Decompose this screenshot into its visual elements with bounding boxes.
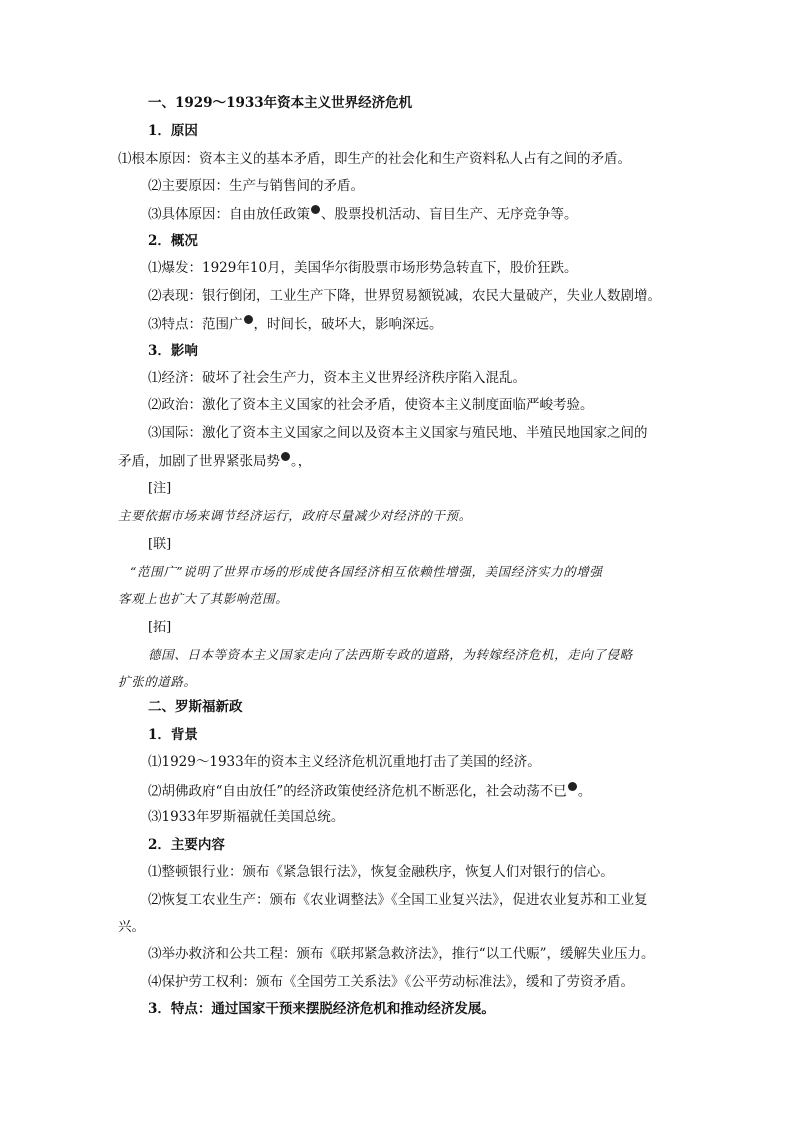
background-item-2-text-a: ⑵胡佛政府“自由放任”的经济政策使经济危机不断恶化，社会动荡不已 (148, 783, 567, 800)
impact-item-1: ⑴经济：破坏了社会生产力，资本主义世界经济秩序陷入混乱。 (148, 370, 526, 386)
overview-item-2: ⑵表现：银行倒闭，工业生产下降，世界贸易额锐减，农民大量破产，失业人数剧增。 (148, 288, 661, 304)
background-item-1: ⑴1929～1933年的资本主义经济危机沉重地打击了美国的经济。 (148, 754, 541, 770)
note-lian-text-1: “范围广”说明了世界市场的形成使各国经济相互依赖性增强，美国经济实力的增强 (130, 564, 603, 579)
overview-item-3-text-b: ，时间长，破坏大，影响深远。 (253, 316, 443, 333)
impact-item-3-cont (118, 451, 311, 471)
note-lian-label: [联] (148, 537, 172, 552)
content-item-2-cont: 兴。 (118, 919, 145, 935)
section1-title: 一、1929～1933年资本主义世界经济危机 (148, 95, 413, 111)
overview-heading: 2．概况 (148, 233, 198, 249)
background-item-2 (148, 781, 591, 801)
feature-line: 3．特点：通过国家干预来摆脱经济危机和推动经济发展。 (148, 1001, 495, 1017)
note-tuo-text-1: 德国、日本等资本主义国家走向了法西斯专政的道路，为转嫁经济危机，走向了侵略 (148, 647, 633, 662)
impact-item-3: ⑶国际：激化了资本主义国家之间以及资本主义国家与殖民地、半殖民地国家之间的 (148, 425, 648, 441)
impact-item-3-cont-a: 矛盾，加剧了世界紧张局势 (118, 453, 280, 470)
background-heading: 1．背景 (148, 727, 198, 743)
cause-item-2: ⑵主要原因：生产与销售间的矛盾。 (148, 178, 364, 194)
background-item-3: ⑶1933年罗斯福就任美国总统。 (148, 809, 345, 825)
footnote-marker-icon (244, 315, 253, 324)
cause-item-3-text-b: 、股票投机活动、盲目生产、无序竞争等。 (321, 206, 578, 223)
footnote-marker-icon (311, 205, 320, 214)
overview-item-3-text-a: ⑶特点：范围广 (148, 316, 243, 333)
content-item-1: ⑴整顿银行业：颁布《紧急银行法》，恢复金融秩序，恢复人们对银行的信心。 (148, 864, 614, 880)
section2-title: 二、罗斯福新政 (148, 699, 243, 715)
note-lian-text-2: 客观上也扩大了其影响范围。 (118, 591, 289, 606)
note-zhu-text: 主要依据市场来调节经济运行，政府尽量减少对经济的干预。 (118, 508, 472, 523)
cause-heading: 1．原因 (148, 123, 198, 139)
note-tuo-label: [拓] (148, 620, 172, 635)
content-item-4: ⑷保护劳工权利：颁布《全国劳工关系法》《公平劳动标准法》，缓和了劳资矛盾。 (148, 974, 634, 990)
impact-item-2: ⑵政治：激化了资本主义国家的社会矛盾，使资本主义制度面临严峻考验。 (148, 397, 594, 413)
footnote-marker-icon (281, 452, 290, 461)
impact-item-3-cont-b: 。， (291, 453, 312, 470)
overview-item-3 (148, 314, 443, 334)
overview-item-1: ⑴爆发：1929年10月，美国华尔街股票市场形势急转直下，股价狂跌。 (148, 260, 578, 276)
background-item-2-text-b: 。 (577, 783, 592, 800)
footnote-marker-icon (568, 782, 577, 791)
impact-heading: 3．影响 (148, 343, 198, 359)
content-item-3: ⑶举办救济和公共工程：颁布《联邦紧急救济法》，推行“以工代赈”，缓解失业压力。 (148, 946, 655, 962)
cause-item-3-text-a: ⑶具体原因：自由放任政策 (148, 206, 310, 223)
cause-item-3 (148, 204, 578, 224)
content-heading: 2．主要内容 (148, 837, 225, 853)
cause-item-1: ⑴根本原因：资本主义的基本矛盾，即生产的社会化和生产资料私人占有之间的矛盾。 (118, 151, 631, 167)
content-item-2: ⑵恢复工农业生产：颁布《农业调整法》《全国工业复兴法》，促进农业复苏和工业复 (148, 892, 648, 908)
note-tuo-text-2: 扩张的道路。 (118, 674, 197, 689)
note-zhu-label: [注] (148, 481, 172, 496)
